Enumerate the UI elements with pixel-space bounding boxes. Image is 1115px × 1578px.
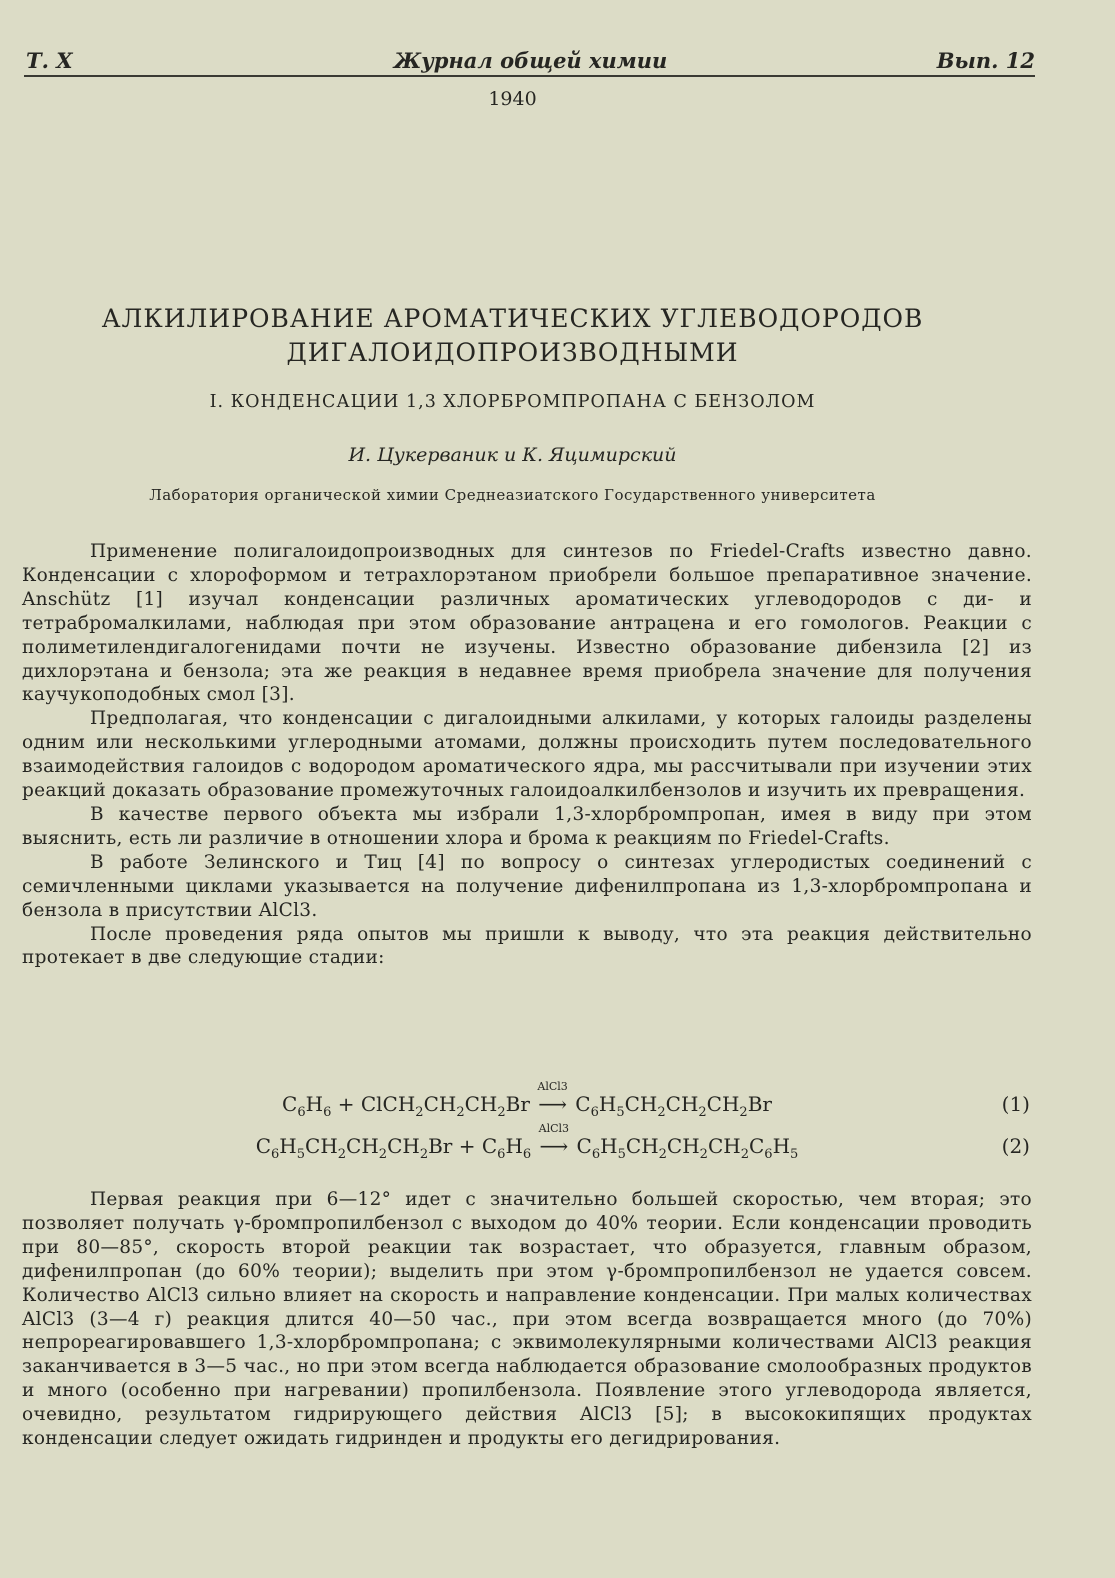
running-head [26, 48, 1035, 74]
paragraph: В работе Зелинского и Тиц [4] по вопросу о синтезах углеродистых соединений с семичленными циклами указывается на получение дифенилпропана из 1,3-хлорбромпропана и бензола в присутствии AlCl3. [22, 851, 1032, 921]
paragraph: Применение полигалоидопроизводных для синтезов по Friedel-Crafts известно давно. Конденсации с хлороформом и тетрахлорэтаном приобрели большое препаративное значение. Anschütz [1] изучал конденсации различных ароматических углеводородов с ди- и тетрабромалкилами, наблюдая при этом образование антрацена и его гомологов. Реакции с полиметилендигалогенидами почти не изучены. Известно образование дибензила [2] из дихлорэтана и бензола; эта же реакция в недавнее время приобрела значение для получения каучукоподобных смол [3]. [22, 541, 1032, 706]
equation-formula: $C_6H_6$ + $ClCH_2CH_2CH_2Br$ AlCl3 ⟶ $C_6H_5CH_2CH_2CH_2Br$ [282, 1080, 772, 1120]
authors: И. Цукерваник и К. Яцимирский [348, 444, 677, 466]
equation-formula: $C_6H_5CH_2CH_2CH_2Br + C_6H_6$ AlCl3 ⟶ $C_6H_5CH_2CH_2CH_2C_6H_5$ [255, 1122, 799, 1162]
article-subtitle: I. КОНДЕНСАЦИИ 1,3 ХЛОРБРОМПРОПАНА С БЕНЗОЛОМ [209, 392, 816, 412]
equation-2 [22, 1122, 1032, 1168]
catalyst-label: AlCl3 [537, 1080, 568, 1093]
year: 1940 [488, 88, 537, 110]
article-title [0, 302, 1025, 370]
equation-number: (2) [1001, 1134, 1030, 1158]
affiliation: Лаборатория органической химии Среднеазиатского Государственного университета [149, 486, 876, 504]
paragraph: В качестве первого объекта мы избрали 1,3-хлорбромпропан, имея в виду при этом выяснить, есть ли различие в отношении хлора и брома к реакциям по Friedel-Crafts. [22, 803, 1032, 849]
journal-name: Журнал общей химии [393, 48, 668, 73]
reaction-arrow: AlCl3 ⟶ [538, 1122, 570, 1158]
reaction-arrow: AlCl3 ⟶ [537, 1080, 568, 1116]
header-rule [24, 75, 1035, 77]
equation-1 [22, 1080, 1032, 1126]
paragraph: Первая реакция при 6—12° идет с значительно большей скоростью, чем вторая; это позволяет получать γ-бромпропилбензол с выходом до 40% теории. Если конденсации проводить при 80—85°, скорость второй реакции так возрастает, что образуется, главным образом, дифенилпропан (до 60% теории); выделить при этом γ-бромпропилбензол не удается совсем. Количество AlCl3 сильно влияет на скорость и направление конденсации. При малых количествах AlCl3 (3—4 г) реакция длится 40—50 час., при этом всегда возвращается много (до 70%) непрореагировавшего 1,3-хлорбромпропана; с эквимолекулярными количествами AlCl3 реакция заканчивается в 3—5 час., но при этом всегда наблюдается образование смолообразных продуктов и много (особенно при нагревании) пропилбензола. Появление этого углеводорода является, очевидно, результатом гидрирующего действия AlCl3 [5]; в высококипящих продуктах конденсации следует ожидать гидринден и продукты его дегидрирования. [22, 1189, 1032, 1450]
volume-label: Т. X [26, 48, 73, 73]
title-line-2: ДИГАЛОИДОПРОИЗВОДНЫМИ [286, 338, 739, 367]
equation-number: (1) [1001, 1092, 1030, 1116]
paragraph: Предполагая, что конденсации с дигалоидными алкилами, у которых галоиды разделены одним или несколькими углеродными атомами, должны происходить путем последовательного взаимодействия галоидов с водородом ароматического ядра, мы рассчитывали при изучении этих реакций доказать образование промежуточных галоидоалкилбензолов и изучить их превращения. [22, 708, 1032, 802]
issue-label: Вып. 12 [936, 48, 1035, 73]
catalyst-label: AlCl3 [538, 1122, 570, 1135]
body-text-lower [22, 1188, 1032, 1451]
body-text-upper [22, 540, 1032, 970]
paragraph: После проведения ряда опытов мы пришли к выводу, что эта реакция действительно протекает в две следующие стадии: [22, 923, 1032, 969]
title-line-1: АЛКИЛИРОВАНИЕ АРОМАТИЧЕСКИХ УГЛЕВОДОРОДОВ [101, 304, 924, 333]
